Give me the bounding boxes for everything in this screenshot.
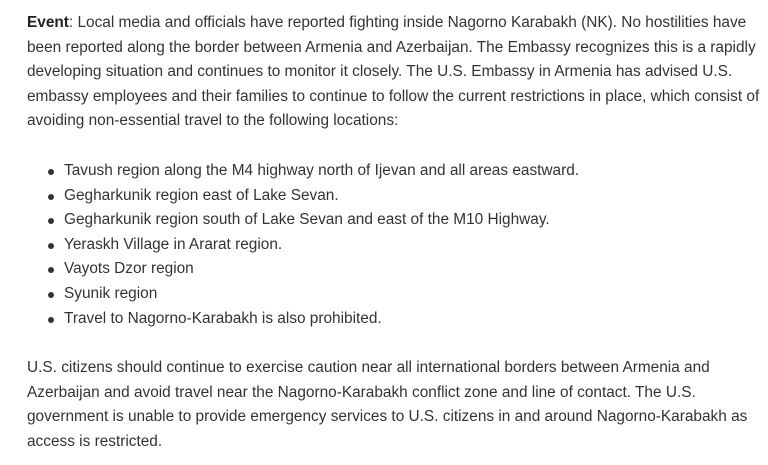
event-text: : Local media and officials have reported fighting inside Nagorno Karabakh (NK). No hostilities have been reported along the border between Armenia and Azerbaijan. The Embassy recognizes this is a rapidly developing situation and continues to monitor it closely. The U.S. Embassy in Armenia has advised U.S. embassy employees and their families to continue to follow the current restrictions in place, which consist of avoiding non-essential travel to the following locations: [27, 14, 760, 130]
bullet-icon [48, 218, 54, 224]
bullet-icon [48, 243, 54, 249]
list-item-text: Travel to Nagorno-Karabakh is also prohibited. [64, 309, 382, 327]
bullet-icon [48, 267, 54, 273]
list-item-text: Gegharkunik region south of Lake Sevan and east of the M10 Highway. [64, 211, 550, 229]
list-item-text: Vayots Dzor region [64, 260, 194, 278]
list-item-text: Gegharkunik region east of Lake Sevan. [64, 186, 339, 204]
list-item [27, 159, 762, 184]
event-label: Event [27, 14, 69, 31]
list-item [27, 282, 762, 307]
bullet-icon [48, 317, 54, 323]
bullet-icon [48, 292, 54, 298]
list-item-text: Syunik region [64, 284, 158, 302]
list-item-text: Tavush region along the M4 highway north of Ijevan and all areas eastward. [64, 161, 580, 179]
bullet-icon [48, 169, 54, 175]
list-item [27, 233, 762, 258]
list-item [27, 184, 762, 209]
restricted-locations-list [27, 159, 762, 331]
bullet-icon [48, 194, 54, 200]
event-paragraph [27, 11, 762, 134]
list-item-text: Yeraskh Village in Ararat region. [64, 235, 283, 253]
list-item [27, 257, 762, 282]
alert-article [27, 11, 762, 455]
list-item [27, 307, 762, 332]
list-item [27, 208, 762, 233]
closing-paragraph: U.S. citizens should continue to exercise caution near all international borders between Armenia and Azerbaijan and avoid travel near the Nagorno-Karabakh conflict zone and line of contact. The U.S. government is unable to provide emergency services to U.S. citizens in and around Nagorno-Karabakh as access is restricted. [27, 359, 748, 450]
